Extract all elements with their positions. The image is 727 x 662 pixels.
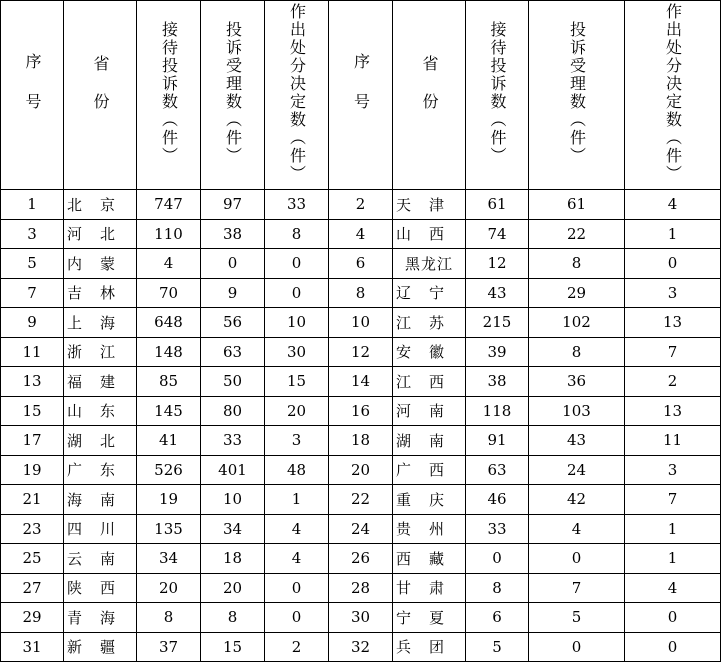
header-complaints: 接待投诉数（件） bbox=[466, 1, 529, 190]
header-decisions: 作出处分决定数（件） bbox=[265, 1, 329, 190]
accepted-cell: 15 bbox=[201, 632, 265, 662]
complaints-cell: 12 bbox=[466, 249, 529, 279]
seq-cell: 10 bbox=[329, 308, 393, 338]
seq-cell: 18 bbox=[329, 426, 393, 456]
decisions-cell: 0 bbox=[265, 249, 329, 279]
seq-cell: 24 bbox=[329, 514, 393, 544]
seq-cell: 27 bbox=[1, 573, 64, 603]
seq-cell: 11 bbox=[1, 337, 64, 367]
decisions-cell: 3 bbox=[265, 426, 329, 456]
accepted-cell: 56 bbox=[201, 308, 265, 338]
seq-cell: 23 bbox=[1, 514, 64, 544]
table-row bbox=[1, 190, 721, 220]
decisions-cell: 0 bbox=[265, 278, 329, 308]
header-seq: 序号 bbox=[329, 1, 393, 190]
complaints-cell: 747 bbox=[137, 190, 201, 220]
complaints-cell: 70 bbox=[137, 278, 201, 308]
seq-cell: 25 bbox=[1, 544, 64, 574]
decisions-cell: 2 bbox=[265, 632, 329, 662]
decisions-cell: 3 bbox=[625, 278, 721, 308]
complaints-cell: 8 bbox=[137, 603, 201, 633]
accepted-cell: 102 bbox=[529, 308, 625, 338]
complaints-cell: 0 bbox=[466, 544, 529, 574]
complaints-cell: 648 bbox=[137, 308, 201, 338]
accepted-cell: 7 bbox=[529, 573, 625, 603]
decisions-cell: 1 bbox=[265, 485, 329, 515]
header-province: 省份 bbox=[393, 1, 466, 190]
decisions-cell: 3 bbox=[625, 455, 721, 485]
complaints-cell: 6 bbox=[466, 603, 529, 633]
province-cell: 甘肃 bbox=[393, 573, 466, 603]
complaints-cell: 110 bbox=[137, 219, 201, 249]
header-accepted: 投诉受理数（件） bbox=[201, 1, 265, 190]
table-row bbox=[1, 544, 721, 574]
accepted-cell: 5 bbox=[529, 603, 625, 633]
complaints-cell: 63 bbox=[466, 455, 529, 485]
accepted-cell: 20 bbox=[201, 573, 265, 603]
complaints-cell: 4 bbox=[137, 249, 201, 279]
seq-cell: 30 bbox=[329, 603, 393, 633]
province-cell: 北京 bbox=[64, 190, 137, 220]
accepted-cell: 43 bbox=[529, 426, 625, 456]
seq-cell: 4 bbox=[329, 219, 393, 249]
complaints-cell: 19 bbox=[137, 485, 201, 515]
province-cell: 福建 bbox=[64, 367, 137, 397]
accepted-cell: 33 bbox=[201, 426, 265, 456]
seq-cell: 7 bbox=[1, 278, 64, 308]
complaints-cell: 37 bbox=[137, 632, 201, 662]
decisions-cell: 7 bbox=[625, 337, 721, 367]
header-complaints: 接待投诉数（件） bbox=[137, 1, 201, 190]
complaints-cell: 33 bbox=[466, 514, 529, 544]
header-seq: 序号 bbox=[1, 1, 64, 190]
decisions-cell: 1 bbox=[625, 514, 721, 544]
seq-cell: 32 bbox=[329, 632, 393, 662]
table-row bbox=[1, 337, 721, 367]
accepted-cell: 61 bbox=[529, 190, 625, 220]
table-row bbox=[1, 485, 721, 515]
table-row bbox=[1, 278, 721, 308]
seq-cell: 2 bbox=[329, 190, 393, 220]
accepted-cell: 38 bbox=[201, 219, 265, 249]
decisions-cell: 10 bbox=[265, 308, 329, 338]
province-cell: 吉林 bbox=[64, 278, 137, 308]
decisions-cell: 11 bbox=[625, 426, 721, 456]
province-cell: 贵州 bbox=[393, 514, 466, 544]
complaints-cell: 39 bbox=[466, 337, 529, 367]
table-row bbox=[1, 603, 721, 633]
complaints-cell: 91 bbox=[466, 426, 529, 456]
table-row bbox=[1, 367, 721, 397]
province-cell: 湖南 bbox=[393, 426, 466, 456]
province-cell: 山西 bbox=[393, 219, 466, 249]
complaints-cell: 85 bbox=[137, 367, 201, 397]
complaints-cell: 74 bbox=[466, 219, 529, 249]
accepted-cell: 80 bbox=[201, 396, 265, 426]
province-cell: 宁夏 bbox=[393, 603, 466, 633]
province-cell: 西藏 bbox=[393, 544, 466, 574]
province-cell: 黑龙江 bbox=[393, 249, 466, 279]
province-cell: 湖北 bbox=[64, 426, 137, 456]
decisions-cell: 30 bbox=[265, 337, 329, 367]
province-cell: 浙江 bbox=[64, 337, 137, 367]
table-row bbox=[1, 514, 721, 544]
accepted-cell: 63 bbox=[201, 337, 265, 367]
province-cell: 广东 bbox=[64, 455, 137, 485]
province-cell: 安徽 bbox=[393, 337, 466, 367]
table-row bbox=[1, 308, 721, 338]
seq-cell: 13 bbox=[1, 367, 64, 397]
accepted-cell: 42 bbox=[529, 485, 625, 515]
complaints-cell: 43 bbox=[466, 278, 529, 308]
seq-cell: 1 bbox=[1, 190, 64, 220]
decisions-cell: 7 bbox=[625, 485, 721, 515]
decisions-cell: 0 bbox=[625, 632, 721, 662]
complaints-cell: 135 bbox=[137, 514, 201, 544]
province-cell: 新疆 bbox=[64, 632, 137, 662]
table-row bbox=[1, 573, 721, 603]
province-cell: 重庆 bbox=[393, 485, 466, 515]
accepted-cell: 50 bbox=[201, 367, 265, 397]
accepted-cell: 0 bbox=[529, 544, 625, 574]
complaints-cell: 8 bbox=[466, 573, 529, 603]
decisions-cell: 20 bbox=[265, 396, 329, 426]
decisions-cell: 48 bbox=[265, 455, 329, 485]
header-decisions: 作出处分决定数（件） bbox=[625, 1, 721, 190]
table-row bbox=[1, 426, 721, 456]
seq-cell: 29 bbox=[1, 603, 64, 633]
complaints-cell: 5 bbox=[466, 632, 529, 662]
accepted-cell: 10 bbox=[201, 485, 265, 515]
seq-cell: 26 bbox=[329, 544, 393, 574]
province-cell: 上海 bbox=[64, 308, 137, 338]
seq-cell: 17 bbox=[1, 426, 64, 456]
decisions-cell: 0 bbox=[265, 573, 329, 603]
complaints-cell: 526 bbox=[137, 455, 201, 485]
province-cell: 河南 bbox=[393, 396, 466, 426]
decisions-cell: 8 bbox=[265, 219, 329, 249]
province-cell: 广西 bbox=[393, 455, 466, 485]
header-row bbox=[1, 1, 721, 190]
province-cell: 四川 bbox=[64, 514, 137, 544]
complaints-cell: 145 bbox=[137, 396, 201, 426]
seq-cell: 19 bbox=[1, 455, 64, 485]
complaints-cell: 215 bbox=[466, 308, 529, 338]
province-cell: 兵团 bbox=[393, 632, 466, 662]
accepted-cell: 103 bbox=[529, 396, 625, 426]
province-cell: 辽宁 bbox=[393, 278, 466, 308]
province-cell: 河北 bbox=[64, 219, 137, 249]
decisions-cell: 0 bbox=[625, 603, 721, 633]
table-row bbox=[1, 455, 721, 485]
decisions-cell: 2 bbox=[625, 367, 721, 397]
complaints-cell: 38 bbox=[466, 367, 529, 397]
accepted-cell: 36 bbox=[529, 367, 625, 397]
decisions-cell: 4 bbox=[625, 190, 721, 220]
seq-cell: 16 bbox=[329, 396, 393, 426]
table-row bbox=[1, 249, 721, 279]
decisions-cell: 1 bbox=[625, 544, 721, 574]
seq-cell: 3 bbox=[1, 219, 64, 249]
complaints-cell: 34 bbox=[137, 544, 201, 574]
province-cell: 江西 bbox=[393, 367, 466, 397]
seq-cell: 20 bbox=[329, 455, 393, 485]
province-cell: 云南 bbox=[64, 544, 137, 574]
decisions-cell: 4 bbox=[625, 573, 721, 603]
accepted-cell: 22 bbox=[529, 219, 625, 249]
header-accepted: 投诉受理数（件） bbox=[529, 1, 625, 190]
accepted-cell: 9 bbox=[201, 278, 265, 308]
complaints-cell: 41 bbox=[137, 426, 201, 456]
accepted-cell: 8 bbox=[201, 603, 265, 633]
province-cell: 青海 bbox=[64, 603, 137, 633]
accepted-cell: 8 bbox=[529, 249, 625, 279]
complaints-cell: 148 bbox=[137, 337, 201, 367]
accepted-cell: 8 bbox=[529, 337, 625, 367]
complaints-cell: 118 bbox=[466, 396, 529, 426]
seq-cell: 12 bbox=[329, 337, 393, 367]
province-cell: 内蒙 bbox=[64, 249, 137, 279]
complaints-cell: 61 bbox=[466, 190, 529, 220]
decisions-cell: 15 bbox=[265, 367, 329, 397]
province-cell: 天津 bbox=[393, 190, 466, 220]
seq-cell: 5 bbox=[1, 249, 64, 279]
seq-cell: 6 bbox=[329, 249, 393, 279]
complaints-cell: 20 bbox=[137, 573, 201, 603]
accepted-cell: 29 bbox=[529, 278, 625, 308]
decisions-cell: 1 bbox=[625, 219, 721, 249]
province-cell: 山东 bbox=[64, 396, 137, 426]
decisions-cell: 13 bbox=[625, 396, 721, 426]
table-row bbox=[1, 632, 721, 662]
province-cell: 海南 bbox=[64, 485, 137, 515]
seq-cell: 31 bbox=[1, 632, 64, 662]
seq-cell: 28 bbox=[329, 573, 393, 603]
decisions-cell: 13 bbox=[625, 308, 721, 338]
accepted-cell: 34 bbox=[201, 514, 265, 544]
header-province: 省份 bbox=[64, 1, 137, 190]
seq-cell: 15 bbox=[1, 396, 64, 426]
table-row bbox=[1, 219, 721, 249]
accepted-cell: 24 bbox=[529, 455, 625, 485]
decisions-cell: 33 bbox=[265, 190, 329, 220]
decisions-cell: 0 bbox=[265, 603, 329, 633]
accepted-cell: 97 bbox=[201, 190, 265, 220]
seq-cell: 14 bbox=[329, 367, 393, 397]
table-row bbox=[1, 396, 721, 426]
decisions-cell: 4 bbox=[265, 514, 329, 544]
complaints-cell: 46 bbox=[466, 485, 529, 515]
seq-cell: 21 bbox=[1, 485, 64, 515]
province-cell: 江苏 bbox=[393, 308, 466, 338]
accepted-cell: 18 bbox=[201, 544, 265, 574]
seq-cell: 9 bbox=[1, 308, 64, 338]
decisions-cell: 0 bbox=[625, 249, 721, 279]
accepted-cell: 401 bbox=[201, 455, 265, 485]
accepted-cell: 4 bbox=[529, 514, 625, 544]
accepted-cell: 0 bbox=[201, 249, 265, 279]
decisions-cell: 4 bbox=[265, 544, 329, 574]
accepted-cell: 0 bbox=[529, 632, 625, 662]
province-cell: 陕西 bbox=[64, 573, 137, 603]
seq-cell: 8 bbox=[329, 278, 393, 308]
seq-cell: 22 bbox=[329, 485, 393, 515]
